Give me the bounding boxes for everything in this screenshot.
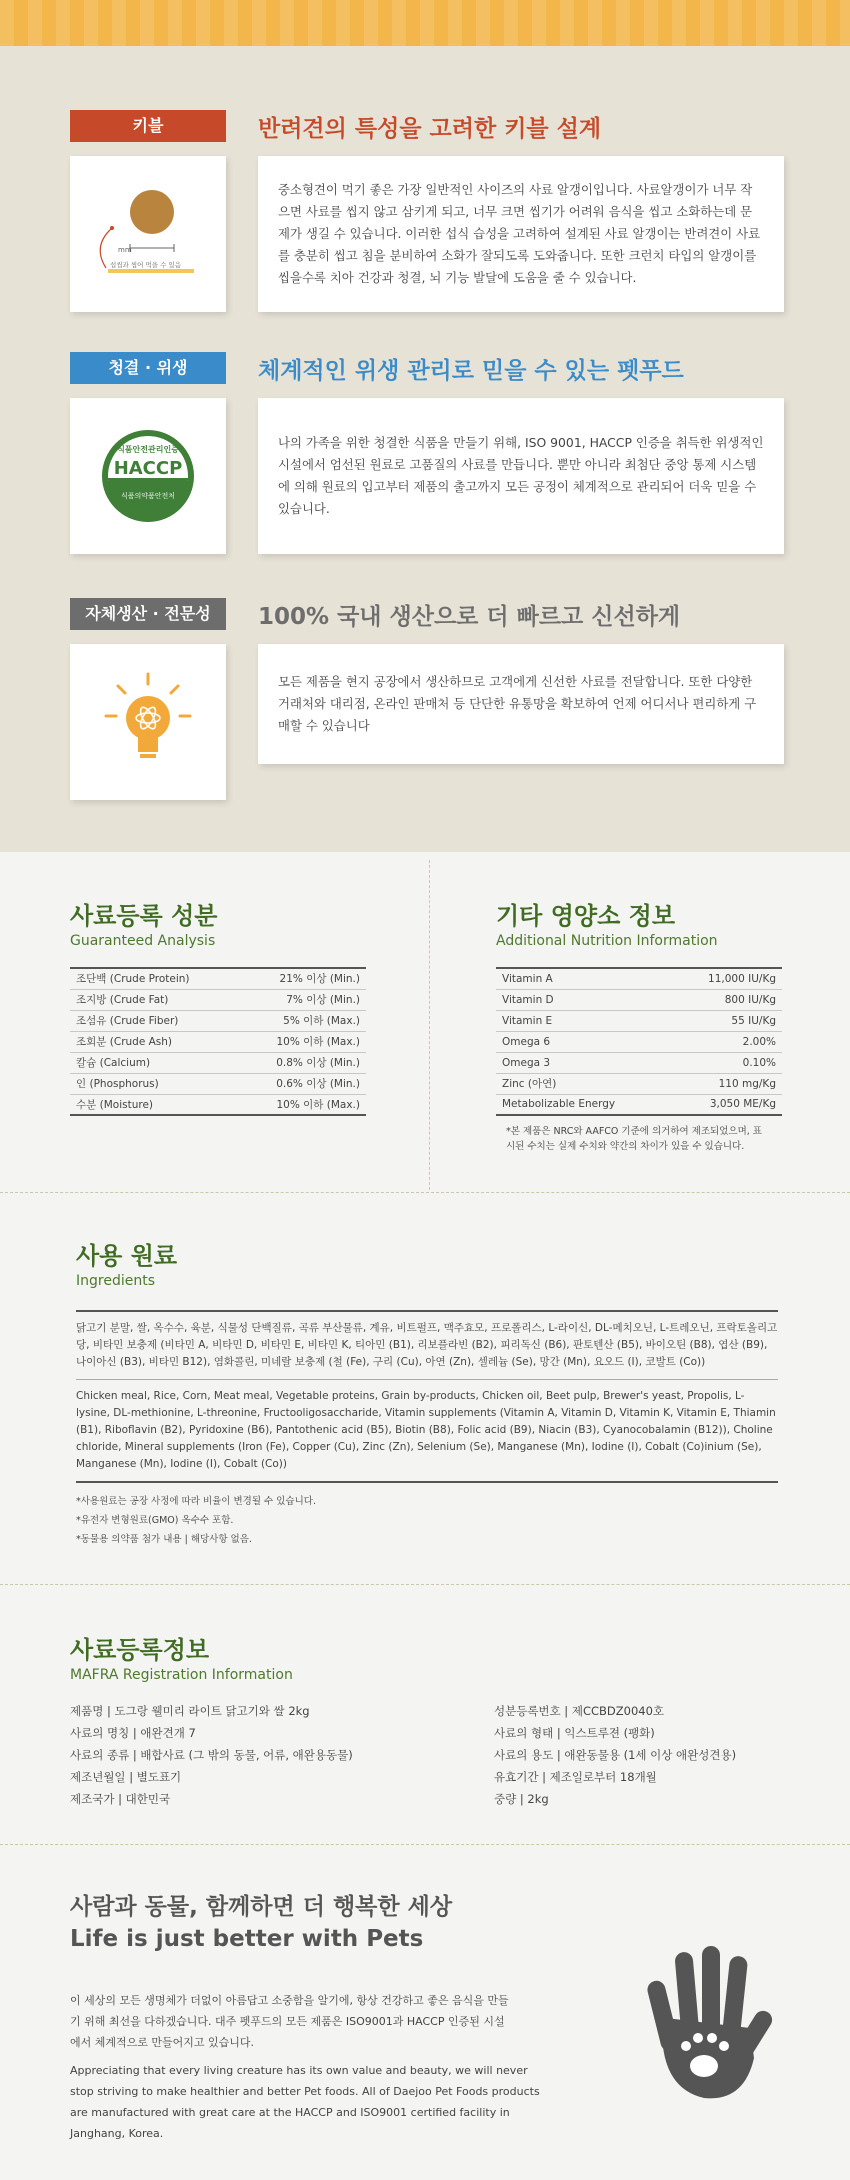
feature-text-box-kibble [258,156,784,312]
registration-item: 성분등록번호 | 제CCBDZ0040호 [494,1704,665,1718]
registration-item: 유효기간 | 제조일로부터 18개월 [494,1770,657,1784]
table-row [496,1094,782,1115]
registration-item: 제조국가 | 대한민국 [70,1792,171,1806]
table-row [496,989,782,1010]
ingredients-korean: 닭고기 분말, 쌀, 옥수수, 육분, 식물성 단백질류, 곡류 부산물류, 계유, 비트펄프, 맥주효모, 프로폴리스, L-라이신, DL-메치오닌, L-트레오닌, 프락토올리고당, 비타민 보충제 (비타민 A, 비타민 D, 비타민 E, 비타민 K, 티아민 (B1), 리보플라빈 (B2), 피리독신 (B6), 판토텐산 (B5), 바이오틴 (B8), 엽산 (B9), 나이아신 (B3), 비타민 B12), 염화콜린, 미네랄 보충제 (철 (Fe), 구리 (Cu), 아연 (Zn), 셀레늄 (Se), 망간 (Mn), 요오드 (I), 코발트 (Co)) [76,1320,778,1380]
registration-item: 사료의 형태 | 익스트루젼 (팽화) [494,1726,655,1740]
ingredients-section [0,1194,850,1584]
nutrient-value: 800 IU/Kg [724,993,776,1006]
feature-title-production: 100% 국내 생산으로 더 빠르고 신선하게 [258,604,681,630]
guaranteed-subtitle: Guaranteed Analysis [70,933,216,949]
nutrition-section [0,852,850,1192]
nutrient-name: Vitamin D [502,993,554,1006]
additional-note: *본 제품은 NRC와 AAFCO 기준에 의거하여 제조되었으며, 표시된 수치는 실제 수치와 약간의 차이가 있을 수 있습니다. [506,1126,762,1152]
table-row [70,968,366,989]
registration-header [70,1630,293,1683]
nutrient-name: Omega 3 [502,1056,551,1069]
table-row [496,1052,782,1073]
registration-item: 제조년월일 | 별도표기 [70,1770,182,1784]
feature-text-hygiene: 나의 가족을 위한 청결한 식품을 만들기 위해, ISO 9001, HACCP 인증을 취득한 위생적인 시설에서 엄선된 원료로 고품질의 사료를 만듭니다. 뿐만 아니라 최첨단 중앙 통제 시스템에 의해 원료의 입고부터 제품의 출고까지 모든 공정이 체계적으로 관리되어 더욱 믿을 수 있습니다. [278,435,764,516]
registration-title: 사료등록정보 [70,1636,210,1664]
nutrient-name: 조지방 (Crude Fat) [76,994,169,1006]
seal-top-text: 식품안전관리인증 [117,445,179,454]
table-row [70,1031,366,1052]
guaranteed-title: 사료등록 성분 [70,902,218,930]
nutrient-value: 55 IU/Kg [731,1014,776,1027]
ingredients-english: Chicken meal, Rice, Corn, Meat meal, Vegetable proteins, Grain by-products, Chicken oil, Beet pulp, Brewer's yeast, Propolis, L-lysine, DL-methionine, L-threonine, Fructooligosaccharide, Vitamin supplements (Vitamin A, Vitamin D, Vitamin K, Vitamin E, Thiamin (B1), Riboflavin (B2), Pyridoxine (B6), Pantothenic acid (B5), Biotin (B8), Folic acid (B9), Niacin (B3), Cyanocobalamin (B12)), Choline chloride, Mineral supplements (Iron (Fe), Copper (Cu), Zinc (Zn), Selenium (Se), Manganese (Mn), Iodine (I), Cobalt (Co)inium (Se), Manganese (Mn), Iodine (I), Cobalt (Co)) [76,1390,776,1470]
nutrient-name: 수분 (Moisture) [76,1098,154,1111]
nutrient-value: 7% 이상 (Min.) [286,994,360,1006]
ingredients-box [76,1310,778,1483]
nutrient-value: 0.8% 이상 (Min.) [276,1057,360,1069]
registration-section [0,1586,850,1844]
nutrient-name: 조섬유 (Crude Fiber) [76,1015,179,1027]
nutrient-value: 21% 이상 (Min.) [279,973,360,986]
ingredients-title: 사용 원료 [76,1242,178,1270]
ingredients-note: *사용원료는 공장 사정에 따라 비율이 변경될 수 있습니다. [76,1496,316,1507]
nutrient-value: 5% 이하 (Max.) [283,1015,360,1027]
closing-title-ko: 사람과 동물, 함께하면 더 행복한 세상 [70,1894,453,1920]
seal-mid-text: HACCP [113,458,183,479]
feature-text-box-production [258,644,784,764]
section-divider [0,1192,850,1193]
kibble-caption: 섭씹과 씹어 먹을 수 있음 [110,261,182,269]
nutrient-name: 조회분 (Crude Ash) [76,1036,173,1048]
nutrient-value: 2.00% [742,1035,776,1048]
table-row [496,1010,782,1031]
nutrient-value: 3,050 ME/Kg [709,1098,776,1111]
registration-subtitle: MAFRA Registration Information [70,1667,293,1683]
nutrient-value: 0.6% 이상 (Min.) [276,1078,360,1090]
closing-paragraph-ko: 이 세상의 모든 생명체가 더없이 아름답고 소중함을 알기에, 항상 건강하고 좋은 음식을 만들기 위해 최선을 다하겠습니다. 대주 펫푸드의 모든 제품은 ISO9001과 HACCP 인증된 시설에서 체계적으로 만들어지고 있습니다. [70,1994,509,2049]
nutrient-name: Zinc (아연) [502,1078,557,1090]
section-divider [0,1584,850,1585]
registration-item: 사료의 용도 | 애완동물용 (1세 이상 애완성견용) [494,1748,737,1762]
nutrient-name: Vitamin A [502,972,553,985]
registration-item: 제품명 | 도그랑 웰미리 라이트 닭고기와 쌀 2kg [70,1704,310,1718]
nutrient-value: 10% 이하 (Max.) [276,1098,360,1111]
nutrient-name: 조단백 (Crude Protein) [76,973,190,986]
nutrient-value: 11,000 IU/Kg [708,972,776,985]
closing-section [0,1846,850,2180]
ingredients-note: *유전자 변형원료(GMO) 옥수수 포함. [76,1515,234,1526]
ingredients-header [76,1236,177,1289]
nutrient-name: 인 (Phosphorus) [76,1078,159,1090]
additional-table [496,967,782,1116]
feature-text-box-hygiene [258,398,784,554]
table-row [70,1052,366,1073]
registration-item: 사료의 종류 | 배합사료 (그 밖의 동물, 어류, 애완용동물) [70,1748,353,1762]
table-row [70,1094,366,1115]
feature-title-hygiene: 체계적인 위생 관리로 믿을 수 있는 펫푸드 [258,358,684,384]
nutrient-name: Vitamin E [502,1014,553,1027]
lightbulb-icon [70,644,226,800]
nutrient-name: 칼슘 (Calcium) [76,1057,151,1069]
additional-nutrition [496,896,782,1154]
table-row [70,1073,366,1094]
hand-paw-icon [640,1938,780,2108]
guaranteed-table [70,967,366,1116]
registration-item: 중량 | 2kg [494,1792,549,1806]
feature-title-kibble: 반려견의 특성을 고려한 키블 설계 [258,116,602,142]
ingredients-subtitle: Ingredients [76,1273,155,1289]
feature-tag-kibble: 키블 [70,110,226,142]
top-banner-strip [0,0,850,46]
kibble-mm-label: mm [118,246,132,254]
nutrient-name: Omega 6 [502,1035,551,1048]
kibble-size-icon [70,156,226,312]
feature-image-hygiene [70,398,226,554]
table-row [70,989,366,1010]
nutrient-value: 0.10% [742,1056,776,1069]
table-row [70,1010,366,1031]
registration-item: 사료의 명칭 | 애완견개 7 [70,1726,196,1740]
nutrition-divider [429,860,430,1190]
nutrient-name: Metabolizable Energy [502,1098,616,1111]
table-row [496,1031,782,1052]
nutrient-value: 110 mg/Kg [718,1077,776,1090]
haccp-seal-icon [70,398,226,554]
feature-text-production: 모든 제품을 현지 공장에서 생산하므로 고객에게 신선한 사료를 전달합니다. 또한 다양한 거래처와 대리점, 온라인 판매처 등 단단한 유통망을 확보하여 언제 어디서나 편리하게 구매할 수 있습니다 [278,674,757,733]
section-divider [0,1844,850,1845]
closing-title-en: Life is just better with Pets [70,1926,424,1952]
feature-image-kibble [70,156,226,312]
feature-tag-production: 자체생산 · 전문성 [70,598,226,630]
table-row [496,968,782,989]
feature-tag-hygiene: 청결 · 위생 [70,352,226,384]
registration-left [70,1700,353,1810]
features-section [0,46,850,852]
ingredients-notes [76,1492,316,1549]
feature-image-production [70,644,226,800]
additional-title: 기타 영양소 정보 [496,902,675,930]
guaranteed-analysis [70,896,366,1116]
nutrient-value: 10% 이하 (Max.) [276,1036,360,1048]
table-row [496,1073,782,1094]
registration-right [494,1700,736,1810]
ingredients-note: *동물용 의약품 첨가 내용 | 해당사항 없음. [76,1534,252,1545]
additional-subtitle: Additional Nutrition Information [496,933,718,949]
seal-bottom-text: 식품의약품안전처 [120,492,176,500]
feature-text-kibble: 중소형견이 먹기 좋은 가장 일반적인 사이즈의 사료 알갱이입니다. 사료알갱이가 너무 작으면 사료를 씹지 않고 삼키게 되고, 너무 크면 씹기가 어려워 음식을 씹고 소화하는데 문제가 생길 수 있습니다. 이러한 섭식 습성을 고려하여 설계된 사료 알갱이는 반려견이 사료를 충분히 씹고 침을 분비하여 소화가 잘되도록 도와줍니다. 또한 크런치 타입의 알갱이를 씹을수록 치아 건강과 청결, 뇌 기능 발달에 도움을 줄 수 있습니다. [278,182,761,285]
closing-paragraph-en: Appreciating that every living creature has its own value and beauty, we will never stop striving to make healthier and better Pet foods. All of Daejoo Pet Foods products are manufactured with great care at the HACCP and ISO9001 certified facility in Janghang, Korea. [70,2064,540,2140]
